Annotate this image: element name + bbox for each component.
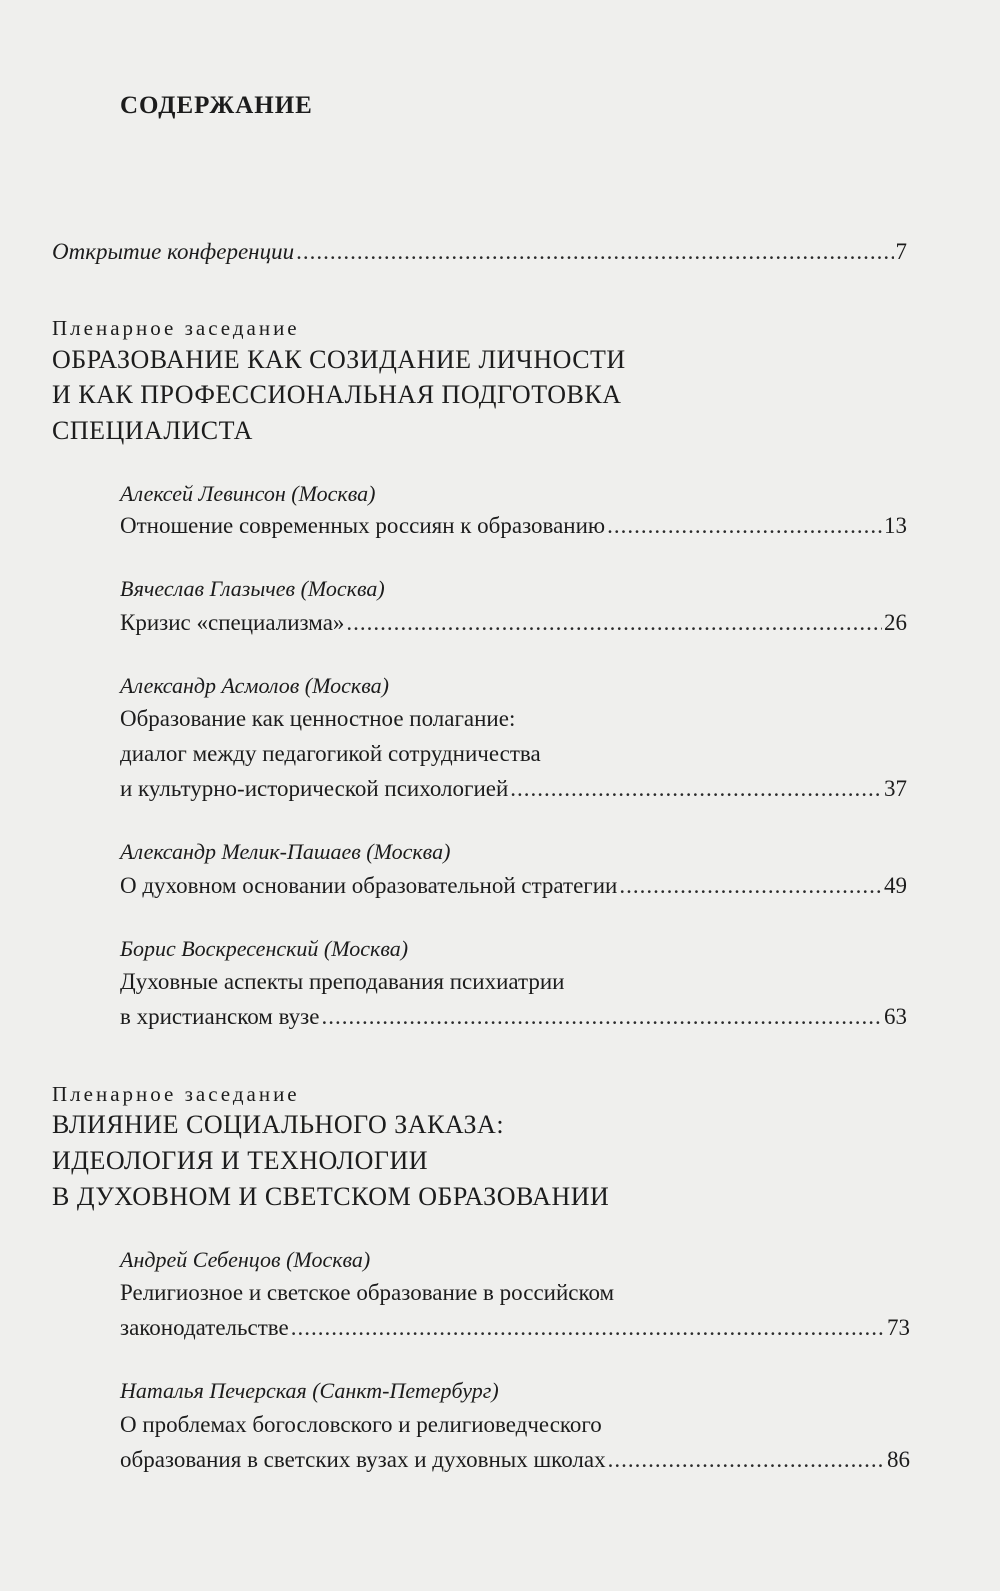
session-title-line: ИДЕОЛОГИЯ И ТЕХНОЛОГИИ xyxy=(52,1146,429,1175)
session-title-line: СПЕЦИАЛИСТА xyxy=(52,416,253,445)
toc-entry[interactable] xyxy=(120,1002,907,1032)
entry-author: Вячеслав Глазычев (Москва) xyxy=(120,576,385,601)
session-label: Пленарное заседание xyxy=(52,316,300,340)
dot-leader xyxy=(321,1002,882,1032)
toc-entry-opening[interactable] xyxy=(52,237,907,267)
dot-leader xyxy=(607,511,882,541)
toc-entry[interactable] xyxy=(120,511,907,541)
toc-entry[interactable] xyxy=(120,871,907,901)
dot-leader xyxy=(291,1313,885,1343)
page-number: 63 xyxy=(884,1004,907,1029)
dot-leader xyxy=(608,1445,885,1475)
entry-title: образования в светских вузах и духовных школах xyxy=(120,1447,606,1472)
contents-heading: СОДЕРЖАНИЕ xyxy=(120,92,313,119)
dot-leader xyxy=(296,237,893,267)
entry-title: О духовном основании образовательной стратегии xyxy=(120,873,618,898)
entry-author: Алексей Левинсон (Москва) xyxy=(120,481,376,506)
dot-leader xyxy=(510,774,882,804)
entry-title-line: О проблемах богословского и религиоведческого xyxy=(120,1412,602,1437)
page-number: 73 xyxy=(887,1315,910,1340)
page-number: 13 xyxy=(884,513,907,538)
entry-title: Открытие конференции xyxy=(52,239,295,264)
toc-entry[interactable] xyxy=(120,1445,910,1475)
dot-leader xyxy=(619,871,882,901)
entry-title-line: Религиозное и светское образование в российском xyxy=(120,1280,615,1305)
dot-leader xyxy=(346,608,882,638)
entry-author: Александр Асмолов (Москва) xyxy=(120,673,389,698)
toc-entry[interactable] xyxy=(120,774,907,804)
toc-entry[interactable] xyxy=(120,1313,910,1343)
entry-author: Александр Мелик-Пашаев (Москва) xyxy=(120,839,451,864)
page-number: 7 xyxy=(895,239,907,264)
entry-title-line: Духовные аспекты преподавания психиатрии xyxy=(120,969,565,994)
page-number: 86 xyxy=(887,1447,910,1472)
entry-author: Наталья Печерская (Санкт-Петербург) xyxy=(120,1378,499,1403)
entry-title: и культурно-исторической психологией xyxy=(120,776,509,801)
page-number: 49 xyxy=(884,873,907,898)
session-title-line: ОБРАЗОВАНИЕ КАК СОЗИДАНИЕ ЛИЧНОСТИ xyxy=(52,345,626,374)
session-title-line: ВЛИЯНИЕ СОЦИАЛЬНОГО ЗАКАЗА: xyxy=(52,1110,505,1139)
page-number: 37 xyxy=(884,776,907,801)
session-title-line: И КАК ПРОФЕССИОНАЛЬНАЯ ПОДГОТОВКА xyxy=(52,380,622,409)
entry-title-line: диалог между педагогикой сотрудничества xyxy=(120,741,541,766)
entry-title-line: Образование как ценностное полагание: xyxy=(120,706,516,731)
entry-title: Отношение современных россиян к образованию xyxy=(120,513,606,538)
entry-author: Борис Воскресенский (Москва) xyxy=(120,936,409,961)
entry-title: Кризис «специализма» xyxy=(120,610,345,635)
session-title-line: В ДУХОВНОМ И СВЕТСКОМ ОБРАЗОВАНИИ xyxy=(52,1182,610,1211)
entry-title: в христианском вузе xyxy=(120,1004,320,1029)
entry-title: законодательстве xyxy=(120,1315,289,1340)
page-number: 26 xyxy=(884,610,907,635)
session-label: Пленарное заседание xyxy=(52,1082,300,1106)
toc-entry[interactable] xyxy=(120,608,907,638)
entry-author: Андрей Себенцов (Москва) xyxy=(120,1247,371,1272)
